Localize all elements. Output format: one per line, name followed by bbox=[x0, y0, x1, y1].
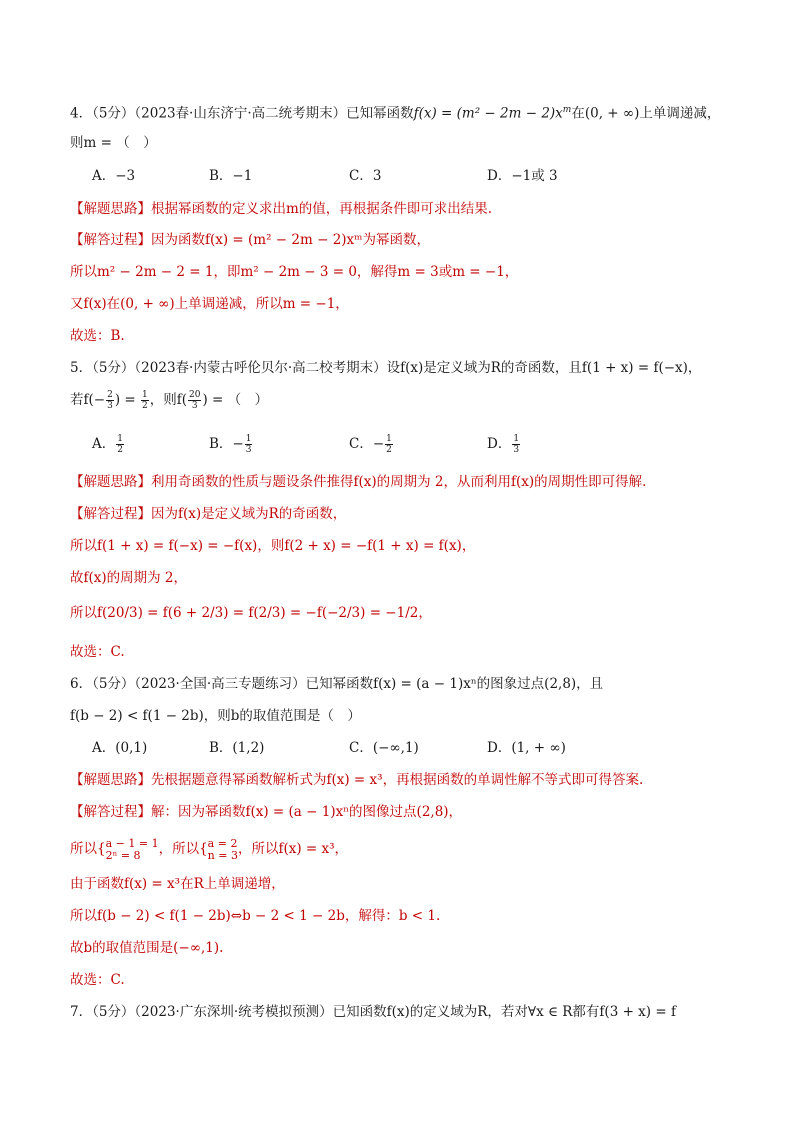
q5-answer: 故选：C. bbox=[70, 644, 125, 660]
q5-stem-line2 bbox=[70, 390, 268, 411]
q6-proc2-a: 所以{ bbox=[70, 841, 106, 857]
q5-l2h: ) = （ ） bbox=[202, 392, 269, 408]
q4-option-d: D．−1或 3 bbox=[487, 168, 558, 184]
q5-proc2: 所以f(1 + x) = f(−x) = −f(x)，则f(2 + x) = −f(1 + x) = f(x)， bbox=[70, 538, 476, 554]
q6-option-a: A．(0,1) bbox=[92, 740, 148, 756]
q4-head: 4．（5分）（2023春·山东济宁·高二统考期末）已知幂函数 bbox=[70, 105, 414, 122]
q4-proc-tag: 【解答过程】 bbox=[70, 232, 151, 248]
q5-frac-1: $\frac{2}{3}$ bbox=[107, 390, 113, 411]
q6-proc1: 解：因为幂函数f(x) = (a − 1)xⁿ的图像过点(2,8)， bbox=[151, 804, 463, 820]
q5-proc bbox=[70, 504, 346, 524]
q4-tail: 在(0, + ∞)上单调递减， bbox=[571, 105, 721, 122]
q6-proc2-b: ，所以{ bbox=[158, 841, 208, 857]
q6-proc-tag: 【解答过程】 bbox=[70, 804, 151, 820]
q6-idea bbox=[70, 770, 643, 790]
q6-proc bbox=[70, 802, 462, 822]
q4-proc bbox=[70, 230, 430, 250]
q4-option-c: C．3 bbox=[349, 168, 382, 184]
q5-frac-3: $\frac{20}{3}$ bbox=[188, 390, 201, 411]
q4-func-sup: m bbox=[562, 105, 572, 115]
q5-proc-tag: 【解答过程】 bbox=[70, 506, 151, 522]
q5-option-c: C．− $\frac{1}{2}$ bbox=[349, 434, 392, 455]
q6-idea-text: 先根据题意得幂函数解析式为f(x) = x³，再根据函数的单调性解不等式即可得答案. bbox=[151, 772, 644, 788]
q4-idea-text: 根据幂函数的定义求出m的值，再根据条件即可求出结果. bbox=[151, 201, 493, 217]
q5-l2b: ) = bbox=[114, 392, 140, 408]
q4-stem bbox=[70, 100, 720, 124]
q6-proc5: 故b的取值范围是(−∞,1). bbox=[70, 940, 224, 956]
q6-answer: 故选：C. bbox=[70, 972, 125, 988]
q5-l2a: 若f(− bbox=[70, 392, 106, 408]
q4-idea bbox=[70, 199, 492, 219]
q5-option-d: D． $\frac{1}{3}$ bbox=[487, 434, 520, 455]
q6-system-1: a − 1 = 1 2ⁿ = 8 bbox=[105, 836, 159, 862]
q6-proc3: 由于函数f(x) = x³在R上单调递增， bbox=[70, 876, 285, 892]
q5-option-a: A． $\frac{1}{2}$ bbox=[92, 434, 123, 455]
q6-idea-tag: 【解题思路】 bbox=[70, 772, 151, 788]
q5-proc1: 因为f(x)是定义域为R的奇函数， bbox=[151, 506, 347, 522]
q6-option-d: D．(1, + ∞) bbox=[487, 740, 566, 756]
q5-frac-2: $\frac{1}{2}$ bbox=[141, 390, 148, 411]
q6-stem-line2: f(b − 2) < f(1 − 2b)，则b的取值范围是（ ） bbox=[70, 708, 361, 724]
q5-l2e: ，则f( bbox=[149, 392, 187, 408]
q5-option-b: B．− $\frac{1}{3}$ bbox=[209, 434, 252, 455]
q4-proc3: 又f(x)在(0, + ∞)上单调递减，所以m = −1， bbox=[70, 296, 349, 312]
q6-system-2: a = 2 n = 3 bbox=[207, 836, 238, 862]
q5-proc3: 故f(x)的周期为 2， bbox=[70, 570, 188, 586]
q4-proc1: 因为函数f(x) = (m² − 2m − 2)xᵐ为幂函数， bbox=[151, 232, 430, 248]
q7-stem: 7．（5分）（2023·广东深圳·统考模拟预测）已知函数f(x)的定义域为R，若对∀x ∈ R都有f(3 + x) = f bbox=[70, 1004, 676, 1020]
q6-proc2-c: ，所以f(x) = x³， bbox=[237, 841, 349, 857]
q6-option-b: B．(1,2) bbox=[209, 740, 265, 756]
q5-idea-tag: 【解题思路】 bbox=[70, 474, 151, 490]
q6-proc2 bbox=[70, 834, 348, 864]
q5-idea bbox=[70, 472, 646, 492]
q6-option-c: C．(−∞,1) bbox=[349, 740, 419, 756]
q4-answer: 故选：B. bbox=[70, 328, 125, 344]
q4-stem-line2: 则m = （ ） bbox=[70, 135, 157, 151]
q5-idea-text: 利用奇函数的性质与题设条件推得f(x)的周期为 2，从而利用f(x)的周期性即可得解. bbox=[151, 474, 647, 490]
q4-idea-tag: 【解题思路】 bbox=[70, 201, 151, 217]
q5-stem: 5．（5分）（2023春·内蒙古呼伦贝尔·高二校考期末）设f(x)是定义域为R的奇函数，且f(1 + x) = f(−x)， bbox=[70, 360, 702, 376]
q4-option-a: A．−3 bbox=[92, 168, 136, 184]
q6-stem: 6．（5分）（2023·全国·高三专题练习）已知幂函数f(x) = (a − 1)xⁿ的图象过点(2,8)，且 bbox=[70, 676, 604, 692]
q5-proc4: 所以f(20/3) = f(6 + 2/3) = f(2/3) = −f(−2/3) = −1/2， bbox=[70, 605, 432, 621]
q4-proc2: 所以m² − 2m − 2 = 1，即m² − 2m − 3 = 0，解得m = 3或m = −1， bbox=[70, 264, 519, 280]
q4-option-b: B．−1 bbox=[209, 168, 253, 184]
q4-func: f(x) = (m² − 2m − 2)x bbox=[413, 105, 563, 122]
q6-proc4: 所以f(b − 2) < f(1 − 2b)⇔b − 2 < 1 − 2b，解得：b < 1. bbox=[70, 908, 441, 924]
